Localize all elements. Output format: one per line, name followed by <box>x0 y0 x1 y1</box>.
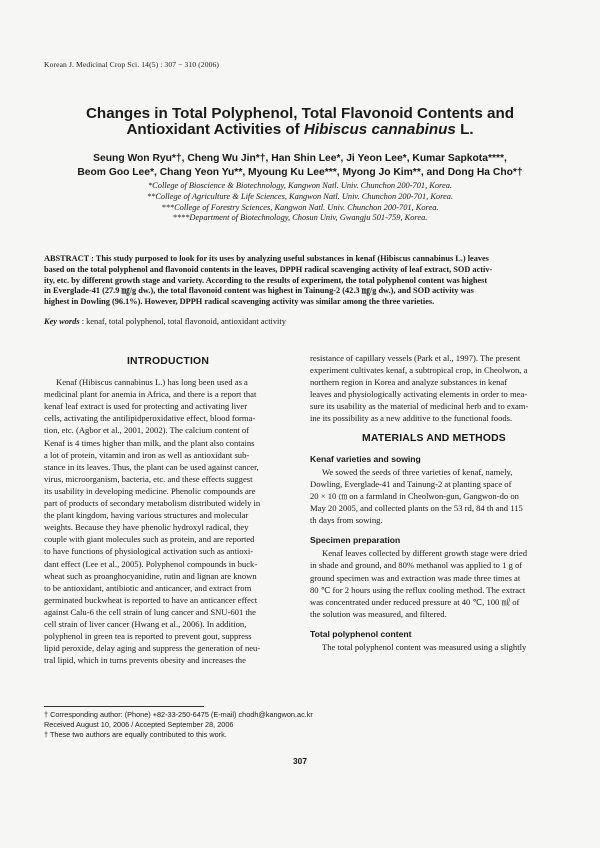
text-line: May 20 2005, and collected plants on the 53 rd, 84 th and 115 <box>310 503 523 514</box>
text-line: ine its possibility as a new additive to the functional foods. <box>310 413 513 424</box>
abstract <box>44 254 556 308</box>
introduction-body <box>44 376 292 666</box>
footnote-line: † Corresponding author: (Phone) +82-33-250-6475 (E-mail) chodh@kangwon.ac.kr <box>44 710 313 719</box>
text-line: was concentrated under reduced pressure at 40 ℃, 100 ㎖ of <box>310 596 520 607</box>
author-line: Beom Goo Lee*, Chang Yeon Yu**, Myoung Ku Lee***, Myong Jo Kim**, and Dong Ha Cho*† <box>77 166 523 178</box>
text-line: leaves and physiologically activating elements in order to mea- <box>310 389 528 400</box>
footnote-divider <box>44 706 204 707</box>
text-line: northern region in Korea and analyze substances in kenaf <box>310 377 508 388</box>
text-line: to be antioxidant, antibiotic and anticancer, and extract from <box>44 582 252 593</box>
text-line: Dowling, Everglade-41 and Tainung-2 at planting space of <box>310 478 512 489</box>
text-line: germinated buckwheat is reported to have an anticancer effect <box>44 594 258 605</box>
text-line: wheat such as proanghocyanidine, rutin and lignan are known <box>44 570 257 581</box>
author-list <box>40 152 560 179</box>
text-line: dant effect (Lee et al., 2005). Polyphenol compounds in buck- <box>44 558 258 569</box>
affiliation-line: *College of Bioscience & Biotechnology, Kangwon Natl. Univ. Chunchon 200-701, Korea. <box>147 181 453 190</box>
author-line: Seung Won Ryu*†, Cheng Wu Jin*†, Han Shin Lee*, Ji Yeon Lee*, Kumar Sapkota****, <box>93 153 507 164</box>
polyphenol-body <box>310 641 558 653</box>
text-line: part of products of secondary metabolism distributed widely in <box>44 498 261 509</box>
abstract-line: highest in Dowling (96.1%). However, DPPH radical scavenging activity was similar among the three varieties. <box>44 297 435 307</box>
text-line: to have functions of physiological activation such as antioxi- <box>44 546 254 557</box>
affiliation-line: ***College of Forestry Sciences, Kangwon Natl. Univ. Chunchon 200-701, Korea. <box>161 202 439 212</box>
abstract-line: ABSTRACT : This study purposed to look for its uses by analyzing useful substances in kenaf (Hibiscus cannabinus L.) leaves <box>44 254 489 263</box>
subheading-varieties: Kenaf varieties and sowing <box>310 453 421 464</box>
text-line: 80 ℃ for 2 hours using the reflux cooling method. The extract <box>310 584 526 595</box>
text-line: the plant kingdom, having various structures and molecular <box>44 510 249 521</box>
text-line: its usability in developing medicine. Phenolic compounds are <box>44 485 256 496</box>
text-line: Kenaf (Hibiscus cannabinus L.) has long been used as a <box>56 377 248 388</box>
specimen-body <box>310 547 558 620</box>
text-line: Kenaf leaves collected by different growth stage were dried <box>322 548 528 559</box>
footnote-line: † These two authors are equally contributed to this work. <box>44 729 227 739</box>
text-line: ground specimen was and extraction was made three times at <box>310 572 521 583</box>
keywords-text: : kenaf, total polyphenol, total flavonoid, antioxidant activity <box>79 317 286 326</box>
text-line: weights. Because they have phenolic hydroxyl radical, they <box>44 522 249 533</box>
keywords-label: Key words <box>44 317 80 326</box>
text-line: kenaf leaf extract is used for protecting and activating liver <box>44 401 248 412</box>
journal-citation: Korean J. Medicinal Crop Sci. 14(5) : 307 − 310 (2006) <box>44 60 220 69</box>
varieties-body <box>310 466 558 526</box>
right-column <box>310 352 558 653</box>
text-line: 20 × 10 ㎝ on a farmland in Cheolwon-gun, Gangwon-do on <box>310 490 519 501</box>
text-line: resistance of capillary vessels (Park et al., 1997). The present <box>310 353 521 363</box>
paper-title <box>40 106 560 138</box>
affiliations <box>40 181 560 224</box>
text-line: medicinal plant for anemia in Africa, and there is a report that <box>44 389 257 400</box>
title-line-1: Changes in Total Polyphenol, Total Flavonoid Contents and <box>85 105 515 122</box>
section-heading-introduction: INTRODUCTION <box>126 356 210 367</box>
text-line: in shade and ground, and 80% methanol was applied to 1 g of <box>310 560 523 571</box>
abstract-line: ity, etc. by different growth stage and variety. According to the results of experiment, the total polyphenol content was highest <box>44 275 488 285</box>
title-species: Hibiscus cannabinus <box>303 121 456 138</box>
footnotes <box>44 710 313 739</box>
text-line: sure its usability as the material of medicinal herb and to exam- <box>310 401 529 412</box>
page-number: 307 <box>293 756 307 766</box>
abstract-line: based on the total polyphenol and flavonoid contents in the leaves, DPPH radical scavenging activity of leaf extract, SOD activ- <box>44 264 493 274</box>
text-line: tion, etc. (Agbor et al., 2001, 2002). The calcium content of <box>44 425 250 436</box>
text-line: polyphenol in green tea is reported to prevent gout, suppress <box>44 631 252 642</box>
text-line: the solution was measured, and filtered. <box>310 608 447 619</box>
title-line-2-start: Antioxidant Activities of <box>126 121 304 138</box>
text-line: cell strain of liver cancer (Hwang et al., 2006). In addition, <box>44 618 247 629</box>
text-line: stance in its leaves. Thus, the plant can be used against cancer, <box>44 461 259 472</box>
keywords <box>44 317 556 326</box>
text-line: We sowed the seeds of three varieties of kenaf, namely, <box>322 466 513 477</box>
text-line: The total polyphenol content was measured using a slightly <box>322 641 527 652</box>
section-heading-methods: MATERIALS AND METHODS <box>362 432 506 444</box>
introduction-continued <box>310 352 558 425</box>
text-line: th days from sowing. <box>310 515 383 526</box>
subheading-specimen: Specimen preparation <box>310 535 401 546</box>
text-line: experiment cultivates kenaf, a subtropical crop, in Cheolwon, a <box>310 365 528 376</box>
title-line-2 <box>40 122 560 138</box>
subheading-polyphenol: Total polyphenol content <box>310 628 412 639</box>
text-line: lipid peroxide, delay aging and suppress the generation of neu- <box>44 643 261 654</box>
abstract-line: in Everglade-41 (27.9 ㎎/g dw.), the total flavonoid content was highest in Tainung-2 (42.3 ㎎/g dw.), and SOD activity was <box>44 286 474 296</box>
text-line: against Calu-6 the cell strain of lung cancer and SNU-601 the <box>44 606 256 617</box>
title-line-2-end: L. <box>455 121 474 138</box>
text-line: cells, activating the antilipidperoxidative effect, blood forma- <box>44 413 256 424</box>
text-line: couple with giant molecules such as protein, and are reported <box>44 534 255 545</box>
affiliation-line: ****Department of Biotechnology, Chosun Univ, Gwangju 501-759, Korea. <box>172 213 428 223</box>
affiliation-line: **College of Agriculture & Life Sciences, Kangwon Natl. Univ. Chunchon 200-701, Korea. <box>146 191 454 201</box>
text-line: Kenaf is 4 times higher than milk, and the plant also contains <box>44 437 255 448</box>
text-line: virus, microorganism, bacteria, etc. and these effects suggest <box>44 473 253 484</box>
text-line: a lot of protein, vitamin and iron as well as antioxidant sub- <box>44 449 250 460</box>
left-column <box>44 352 292 666</box>
text-line: tral lipid, which in turns prevents obesity and increases the <box>44 655 246 666</box>
footnote-line: Received August 10, 2006 / Accepted September 28, 2006 <box>44 719 234 729</box>
